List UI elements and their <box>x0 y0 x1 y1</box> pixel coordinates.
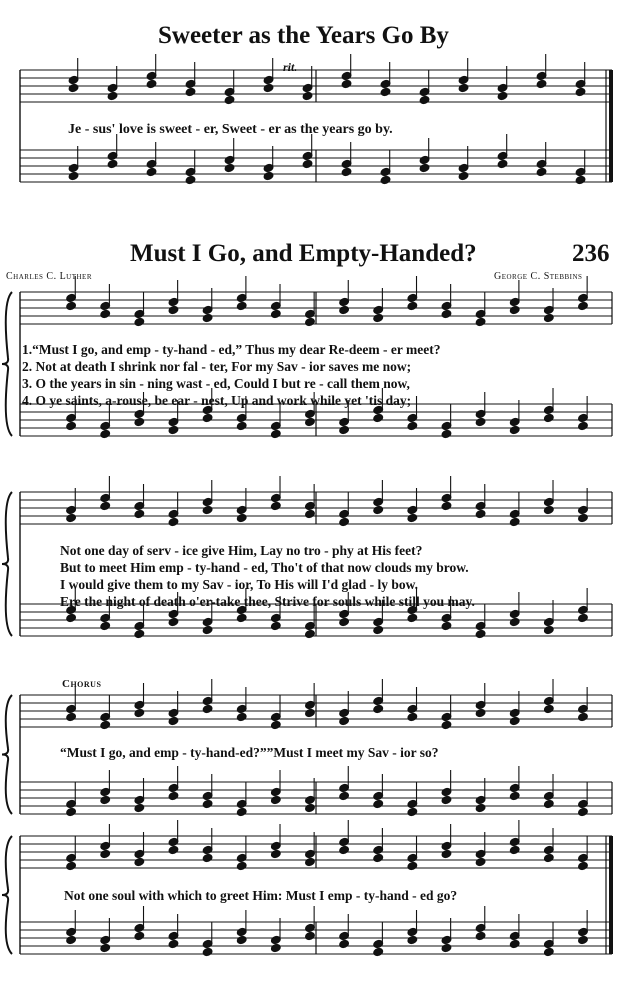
note-head <box>341 167 352 177</box>
tempo-mark: rit. <box>283 60 298 74</box>
note-head <box>202 505 213 515</box>
note-head <box>373 625 384 635</box>
prev-hymn-title: Sweeter as the Years Go By <box>158 22 449 49</box>
note-head <box>168 425 179 435</box>
note-head <box>509 716 520 726</box>
note-head <box>270 943 281 953</box>
note-head <box>458 83 469 93</box>
verses-system-1 <box>22 342 440 410</box>
note-head <box>168 517 179 527</box>
note-head <box>419 95 430 105</box>
note-head <box>373 853 384 863</box>
note-head <box>475 629 486 639</box>
note-head <box>339 845 350 855</box>
note-head <box>373 413 384 423</box>
note-head <box>575 175 586 185</box>
note-head <box>168 617 179 627</box>
verse-line: I would give them to my Sav - ior, To His will I'd glad - ly bow. <box>60 577 419 592</box>
note-head <box>373 947 384 957</box>
note-head <box>419 163 430 173</box>
note-head <box>339 305 350 315</box>
note-head <box>100 943 111 953</box>
note-head <box>270 621 281 631</box>
note-head <box>100 429 111 439</box>
note-head <box>543 505 554 515</box>
note-head <box>202 853 213 863</box>
note-head <box>407 807 418 817</box>
note-head <box>577 613 588 623</box>
note-head <box>168 716 179 726</box>
brace <box>2 836 12 954</box>
note-head <box>100 501 111 511</box>
note-head <box>543 947 554 957</box>
note-head <box>168 305 179 315</box>
brace <box>2 492 12 636</box>
note-head <box>146 167 157 177</box>
note-head <box>497 159 508 169</box>
note-head <box>577 421 588 431</box>
verse-number: 3. <box>22 376 33 391</box>
note-head <box>68 171 79 181</box>
note-head <box>441 849 452 859</box>
note-head <box>263 83 274 93</box>
note-head <box>202 704 213 714</box>
note-head <box>407 613 418 623</box>
note-head <box>168 845 179 855</box>
note-head <box>373 704 384 714</box>
note-head <box>575 87 586 97</box>
note-head <box>66 613 77 623</box>
note-head <box>475 417 486 427</box>
note-head <box>236 935 247 945</box>
note-head <box>341 79 352 89</box>
note-head <box>107 159 118 169</box>
note-head <box>168 791 179 801</box>
note-head <box>302 91 313 101</box>
note-head <box>270 309 281 319</box>
verse-line: Ere the night of death o'er-take thee, Strive for souls while still you may. <box>60 594 475 609</box>
note-head <box>373 313 384 323</box>
note-head <box>509 305 520 315</box>
note-head <box>577 807 588 817</box>
note-head <box>509 617 520 627</box>
note-head <box>407 861 418 871</box>
note-head <box>407 935 418 945</box>
verse-number: 1. <box>22 342 33 357</box>
note-head <box>577 861 588 871</box>
chorus-line-1: “Must I go, and emp - ty-hand-ed?””Must I meet my Sav - ior so? <box>60 745 439 760</box>
note-head <box>134 857 145 867</box>
note-head <box>407 301 418 311</box>
note-head <box>304 317 315 327</box>
note-head <box>577 513 588 523</box>
note-head <box>339 517 350 527</box>
note-head <box>441 943 452 953</box>
verse-line: Not one day of serv - ice give Him, Lay no tro - phy at His feet? <box>60 543 423 558</box>
note-head <box>441 795 452 805</box>
note-head <box>236 513 247 523</box>
note-head <box>146 79 157 89</box>
note-head <box>577 712 588 722</box>
note-head <box>543 625 554 635</box>
note-head <box>475 931 486 941</box>
note-head <box>441 429 452 439</box>
note-head <box>543 853 554 863</box>
note-head <box>236 807 247 817</box>
note-head <box>100 309 111 319</box>
note-head <box>134 803 145 813</box>
note-head <box>270 795 281 805</box>
note-head <box>270 501 281 511</box>
note-head <box>134 417 145 427</box>
verse-line: O the years in sin - ning wast - ed, Could I but re - call them now, <box>35 376 410 391</box>
note-head <box>577 301 588 311</box>
note-head <box>168 939 179 949</box>
note-head <box>224 95 235 105</box>
note-head <box>407 513 418 523</box>
note-head <box>202 947 213 957</box>
note-head <box>202 313 213 323</box>
note-head <box>134 931 145 941</box>
note-head <box>304 931 315 941</box>
note-head <box>134 509 145 519</box>
note-head <box>475 509 486 519</box>
author-credit: Charles C. Luther <box>6 271 93 282</box>
note-head <box>509 791 520 801</box>
prev-hymn-lyrics: Je - sus' love is sweet - er, Sweet - er as the years go by. <box>68 122 393 137</box>
note-head <box>577 935 588 945</box>
note-head <box>475 708 486 718</box>
note-head <box>270 720 281 730</box>
note-head <box>202 799 213 809</box>
note-head <box>100 849 111 859</box>
note-head <box>66 807 77 817</box>
note-head <box>536 79 547 89</box>
note-head <box>441 720 452 730</box>
note-head <box>66 421 77 431</box>
note-head <box>475 317 486 327</box>
note-head <box>185 87 196 97</box>
verse-line: Not at death I shrink nor fal - ter, For my Sav - ior saves me now; <box>35 359 412 374</box>
hymn-number: 236 <box>572 240 610 267</box>
note-head <box>134 708 145 718</box>
note-head <box>475 803 486 813</box>
note-head <box>543 704 554 714</box>
note-head <box>236 613 247 623</box>
note-head <box>100 720 111 730</box>
note-head <box>236 421 247 431</box>
chorus-line-2: Not one soul with which to greet Him: Must I emp - ty-hand - ed go? <box>64 888 458 903</box>
note-head <box>224 163 235 173</box>
chorus-label: Chorus <box>62 678 102 690</box>
note-head <box>339 791 350 801</box>
note-head <box>380 87 391 97</box>
note-head <box>339 617 350 627</box>
note-head <box>304 708 315 718</box>
note-head <box>66 712 77 722</box>
note-head <box>339 716 350 726</box>
note-head <box>543 799 554 809</box>
note-head <box>100 621 111 631</box>
note-head <box>304 509 315 519</box>
note-head <box>270 429 281 439</box>
brace <box>2 695 12 814</box>
note-head <box>302 159 313 169</box>
note-head <box>304 417 315 427</box>
note-head <box>304 629 315 639</box>
note-head <box>270 849 281 859</box>
note-head <box>107 91 118 101</box>
note-head <box>66 301 77 311</box>
note-head <box>458 171 469 181</box>
verses-system-2 <box>60 543 475 611</box>
hymn-title: Must I Go, and Empty-Handed? <box>130 240 477 267</box>
note-head <box>66 861 77 871</box>
verse-line: O ye saints, a-rouse, be ear - nest, Up and work while yet 'tis day; <box>35 393 412 408</box>
note-head <box>100 795 111 805</box>
note-head <box>543 413 554 423</box>
note-head <box>236 301 247 311</box>
note-head <box>202 413 213 423</box>
note-head <box>407 712 418 722</box>
note-head <box>441 501 452 511</box>
note-head <box>66 513 77 523</box>
note-head <box>441 621 452 631</box>
note-head <box>339 425 350 435</box>
note-head <box>304 803 315 813</box>
note-head <box>475 857 486 867</box>
note-head <box>236 712 247 722</box>
note-head <box>509 425 520 435</box>
note-head <box>509 517 520 527</box>
note-head <box>407 421 418 431</box>
brace <box>2 292 12 436</box>
note-head <box>66 935 77 945</box>
note-head <box>497 91 508 101</box>
note-head <box>134 629 145 639</box>
verse-line: But to meet Him emp - ty-hand - ed, Tho't of that now clouds my brow. <box>60 560 469 575</box>
note-head <box>373 799 384 809</box>
note-head <box>509 939 520 949</box>
note-head <box>380 175 391 185</box>
verse-number: 4. <box>22 393 33 408</box>
composer-credit: George C. Stebbins <box>494 271 583 282</box>
note-head <box>543 313 554 323</box>
note-head <box>202 625 213 635</box>
note-head <box>134 317 145 327</box>
note-head <box>441 309 452 319</box>
note-head <box>68 83 79 93</box>
note-head <box>373 505 384 515</box>
note-head <box>536 167 547 177</box>
note-head <box>236 861 247 871</box>
verse-number: 2. <box>22 359 33 374</box>
note-head <box>185 175 196 185</box>
note-head <box>263 171 274 181</box>
note-head <box>339 939 350 949</box>
note-head <box>304 857 315 867</box>
note-head <box>509 845 520 855</box>
verse-line: “Must I go, and emp - ty-hand - ed,” Thus my dear Re-deem - er meet? <box>32 342 441 357</box>
